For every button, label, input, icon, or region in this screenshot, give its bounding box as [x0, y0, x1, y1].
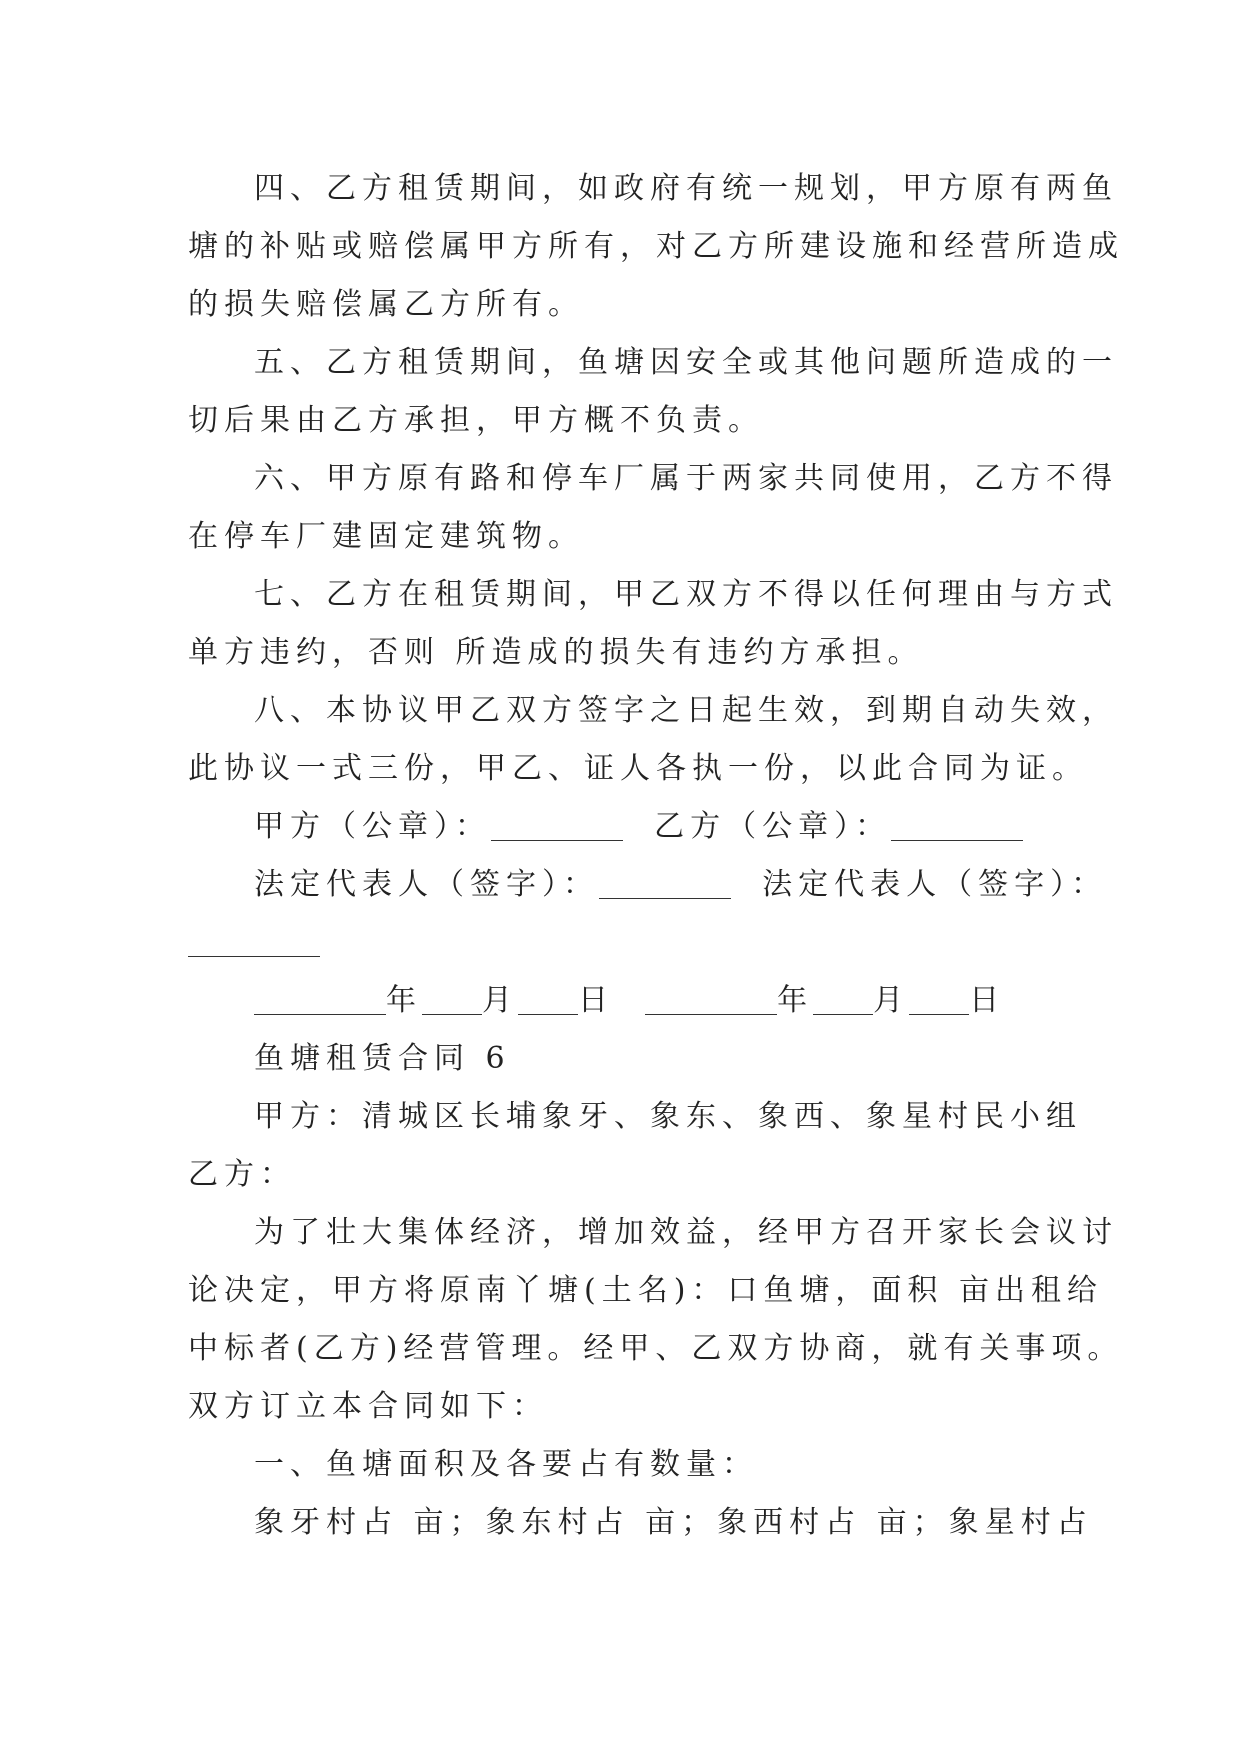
legal-rep-b-blank-line — [188, 914, 1058, 972]
date-a-day-blank[interactable] — [518, 990, 578, 1015]
party-b-seal-blank[interactable] — [891, 816, 1023, 841]
contract-6 — [188, 1030, 1124, 1552]
party-a-line: 甲方：清城区长埔象牙、象东、象西、象星村民小组 — [254, 1099, 1082, 1134]
year-label: 年 — [386, 983, 422, 1018]
clause-8 — [188, 682, 1118, 798]
party-a-seal-label: 甲方（公章）： — [254, 809, 491, 844]
text-line: 八、本协议甲乙双方签字之日起生效，到期自动失效， — [254, 693, 1118, 728]
party-a-seal-blank[interactable] — [491, 816, 623, 841]
text-line: 六、甲方原有路和停车厂属于两家共同使用，乙方不得 — [254, 461, 1118, 496]
legal-rep-b-blank[interactable] — [188, 932, 320, 957]
legal-rep-a-label: 法定代表人（签字）： — [254, 867, 599, 902]
text-line: 双方订立本合同如下： — [188, 1389, 548, 1424]
legal-rep-b-label: 法定代表人（签字）： — [762, 867, 1108, 902]
text-line: 塘的补贴或赔偿属甲方所有，对乙方所建设施和经营所造成 — [188, 229, 1124, 264]
text-line: 的损失赔偿属乙方所有。 — [188, 287, 584, 322]
day-label: 日 — [578, 983, 614, 1018]
date-a-month-blank[interactable] — [422, 990, 482, 1015]
legal-rep-line — [188, 856, 1108, 914]
party-b-line: 乙方： — [188, 1157, 296, 1192]
clause-1-heading: 一、鱼塘面积及各要占有数量： — [254, 1447, 758, 1482]
clause-5 — [188, 334, 1118, 450]
text-line: 四、乙方租赁期间，如政府有统一规划，甲方原有两鱼 — [254, 171, 1118, 206]
year-label: 年 — [777, 983, 814, 1018]
legal-rep-a-blank[interactable] — [599, 874, 731, 899]
date-b-year-blank[interactable] — [645, 990, 777, 1015]
party-b-seal-label: 乙方（公章）： — [654, 809, 892, 844]
text-line: 为了壮大集体经济，增加效益，经甲方召开家长会议讨 — [254, 1215, 1118, 1250]
text-line: 单方违约，否则 所造成的损失有违约方承担。 — [188, 635, 924, 670]
day-label: 日 — [969, 983, 1006, 1018]
clause-4 — [188, 160, 1124, 334]
document-page — [188, 160, 1124, 1552]
text-line: 论决定，甲方将原南丫塘(土名)：口鱼塘，面积 亩出租给 — [188, 1273, 1103, 1308]
date-a-year-blank[interactable] — [254, 990, 386, 1015]
text-line: 中标者(乙方)经营管理。经甲、乙双方协商，就有关事项。 — [188, 1331, 1124, 1366]
clause-1-detail: 象牙村占 亩；象东村占 亩；象西村占 亩；象星村占 — [254, 1505, 1093, 1540]
text-line: 七、乙方在租赁期间，甲乙双方不得以任何理由与方式 — [254, 577, 1118, 612]
text-line: 五、乙方租赁期间，鱼塘因安全或其他问题所造成的一 — [254, 345, 1118, 380]
text-line: 此协议一式三份，甲乙、证人各执一份，以此合同为证。 — [188, 751, 1088, 786]
clause-6 — [188, 450, 1118, 566]
date-b-day-blank[interactable] — [909, 990, 969, 1015]
seal-line — [188, 798, 1058, 856]
month-label: 月 — [873, 983, 910, 1018]
clause-7 — [188, 566, 1118, 682]
text-line: 切后果由乙方承担，甲方概不负责。 — [188, 403, 764, 438]
signature-block — [188, 798, 1108, 1030]
month-label: 月 — [482, 983, 518, 1018]
date-b-month-blank[interactable] — [813, 990, 873, 1015]
date-line — [188, 972, 1058, 1030]
text-line: 在停车厂建固定建筑物。 — [188, 519, 584, 554]
contract-title: 鱼塘租赁合同 6 — [254, 1041, 511, 1076]
